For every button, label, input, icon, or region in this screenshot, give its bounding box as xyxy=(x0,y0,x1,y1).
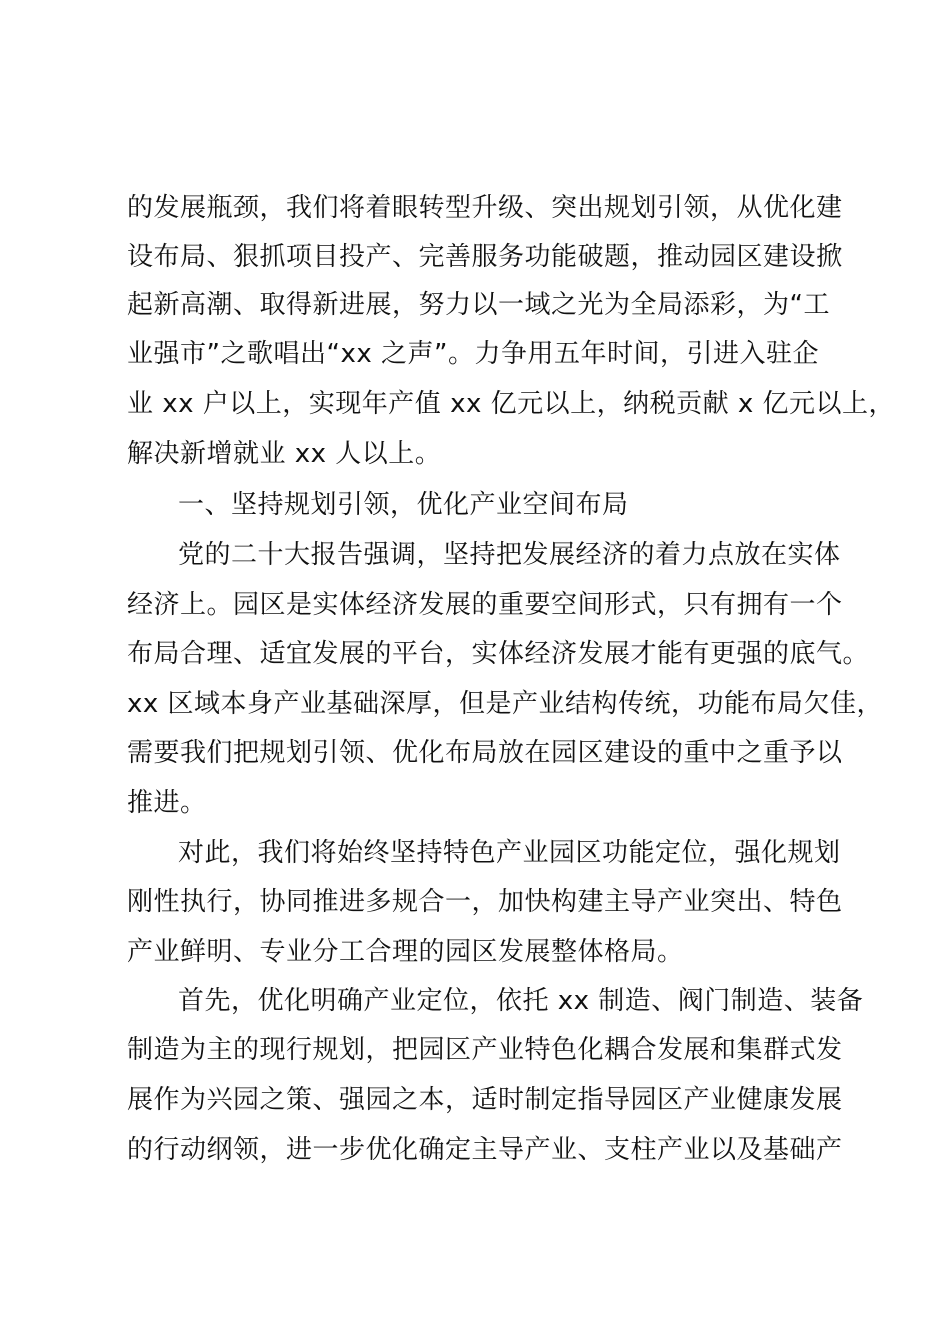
text-line: 对此，我们将始终坚持特色产业园区功能定位，强化规划 xyxy=(178,838,841,868)
text-line: 的行动纲领，进一步优化确定主导产业、支柱产业以及基础产 xyxy=(127,1135,843,1165)
text-line: 设布局、狠抓项目投产、完善服务功能破题，推动园区建设掀 xyxy=(127,242,843,272)
text-line: 展作为兴园之策、强园之本，适时制定指导园区产业健康发展 xyxy=(127,1085,843,1115)
text-line: 业强市”之歌唱出“xx 之声”。力争用五年时间，引进入驻企 xyxy=(127,339,819,369)
text-line: 需要我们把规划引领、优化布局放在园区建设的重中之重予以 xyxy=(127,738,843,768)
text-line: 产业鲜明、专业分工合理的园区发展整体格局。 xyxy=(127,937,684,967)
text-line: 的发展瓶颈，我们将着眼转型升级、突出规划引领，从优化建 xyxy=(127,193,843,223)
text-line: 制造为主的现行规划，把园区产业特色化耦合发展和集群式发 xyxy=(127,1035,843,1065)
text-line: 首先，优化明确产业定位，依托 xx 制造、阀门制造、装备 xyxy=(178,986,864,1016)
text-line: 解决新增就业 xx 人以上。 xyxy=(127,439,442,469)
text-line: 经济上。园区是实体经济发展的重要空间形式，只有拥有一个 xyxy=(127,590,843,620)
text-line: 业 xx 户以上，实现年产值 xx 亿元以上，纳税贡献 x 亿元以上， xyxy=(127,389,896,419)
text-line: 刚性执行，协同推进多规合一，加快构建主导产业突出、特色 xyxy=(127,887,843,917)
text-line: 布局合理、适宜发展的平台，实体经济发展才能有更强的底气。 xyxy=(127,639,870,669)
text-line: xx 区域本身产业基础深厚，但是产业结构传统，功能布局欠佳， xyxy=(127,689,884,719)
text-line: 党的二十大报告强调，坚持把发展经济的着力点放在实体 xyxy=(178,540,841,570)
section-heading: 一、坚持规划引领，优化产业空间布局 xyxy=(178,490,629,520)
text-line: 推进。 xyxy=(127,788,207,818)
text-line: 起新高潮、取得新进展，努力以一域之光为全局添彩，为“工 xyxy=(127,290,830,320)
